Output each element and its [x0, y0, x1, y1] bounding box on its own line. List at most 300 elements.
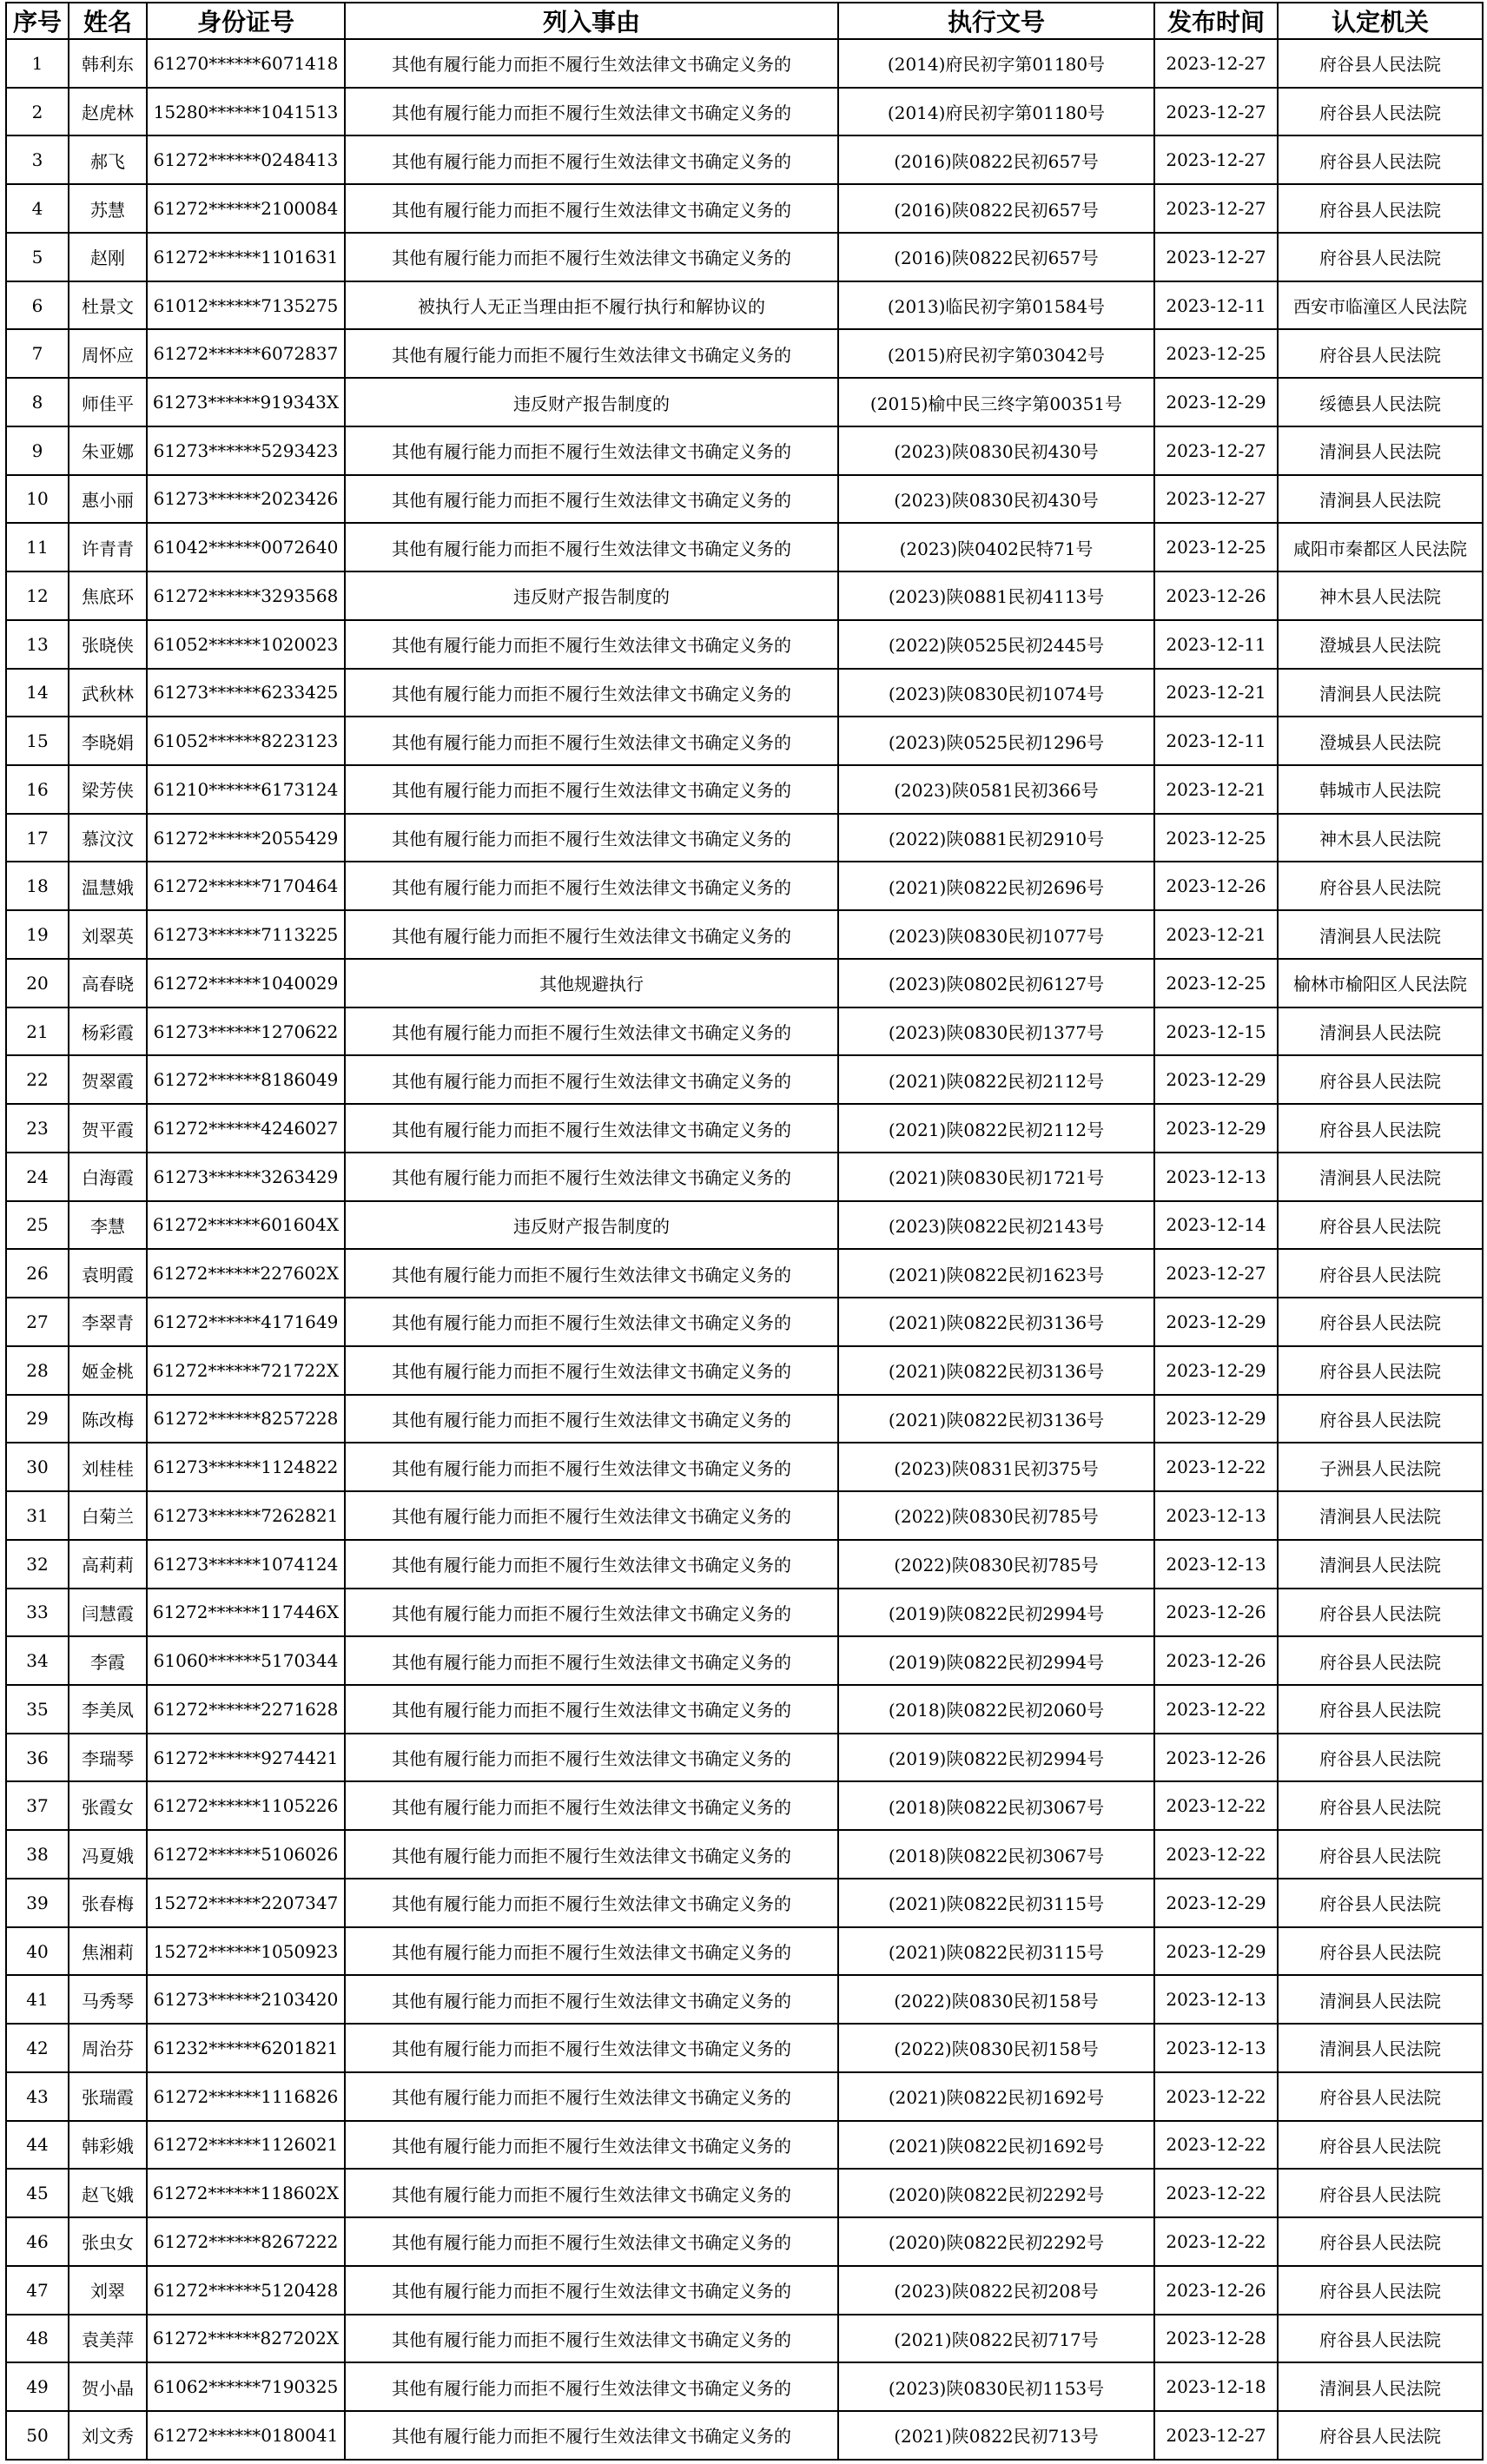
publish-date-cell: 2023-12-22: [1154, 1685, 1278, 1734]
publish-date-cell: 2023-12-26: [1154, 571, 1278, 620]
table-row: [6, 1879, 1483, 1927]
header-serial-no: 序号: [6, 3, 69, 39]
serial-no-cell: 44: [6, 2121, 69, 2170]
id-number-cell: 61232******6201821: [147, 2024, 345, 2072]
publish-date-cell: 2023-12-29: [1154, 1927, 1278, 1976]
serial-no-cell: 39: [6, 1879, 69, 1927]
table-row: [6, 1443, 1483, 1491]
case-number-cell: (2014)府民初字第01180号: [838, 88, 1154, 136]
serial-no-cell: 40: [6, 1927, 69, 1976]
id-number-cell: 61273******3263429: [147, 1153, 345, 1201]
id-number-cell: 61272******2100084: [147, 184, 345, 233]
listing-reason-cell: 其他有履行能力而拒不履行生效法律文书确定义务的: [345, 2411, 838, 2460]
publish-date-cell: 2023-12-27: [1154, 2411, 1278, 2460]
case-number-cell: (2021)陕0822民初3136号: [838, 1298, 1154, 1346]
listing-reason-cell: 其他有履行能力而拒不履行生效法律文书确定义务的: [345, 2315, 838, 2363]
name-cell: 赵刚: [69, 233, 147, 281]
name-cell: 周治芬: [69, 2024, 147, 2072]
publish-date-cell: 2023-12-22: [1154, 2217, 1278, 2266]
serial-no-cell: 22: [6, 1055, 69, 1104]
header-listing-reason: 列入事由: [345, 3, 838, 39]
court-cell: 榆林市榆阳区人民法院: [1278, 959, 1483, 1007]
listing-reason-cell: 其他有履行能力而拒不履行生效法律文书确定义务的: [345, 39, 838, 88]
table-row: [6, 88, 1483, 136]
table-row: [6, 1395, 1483, 1443]
listing-reason-cell: 其他有履行能力而拒不履行生效法律文书确定义务的: [345, 862, 838, 910]
serial-no-cell: 10: [6, 475, 69, 524]
name-cell: 高莉莉: [69, 1540, 147, 1589]
id-number-cell: 61272******7170464: [147, 862, 345, 910]
serial-no-cell: 32: [6, 1540, 69, 1589]
case-number-cell: (2016)陕0822民初657号: [838, 233, 1154, 281]
listing-reason-cell: 其他有履行能力而拒不履行生效法律文书确定义务的: [345, 1781, 838, 1830]
name-cell: 白海霞: [69, 1153, 147, 1201]
id-number-cell: 61272******5120428: [147, 2266, 345, 2315]
serial-no-cell: 20: [6, 959, 69, 1007]
header-row: [6, 3, 1483, 39]
court-cell: 清涧县人民法院: [1278, 1540, 1483, 1589]
id-number-cell: 61273******1074124: [147, 1540, 345, 1589]
serial-no-cell: 8: [6, 378, 69, 426]
dishonest-persons-table: [5, 2, 1484, 2461]
serial-no-cell: 29: [6, 1395, 69, 1443]
listing-reason-cell: 违反财产报告制度的: [345, 1201, 838, 1250]
id-number-cell: 61273******6233425: [147, 669, 345, 717]
serial-no-cell: 34: [6, 1636, 69, 1685]
table-row: [6, 2072, 1483, 2121]
listing-reason-cell: 其他有履行能力而拒不履行生效法律文书确定义务的: [345, 475, 838, 524]
serial-no-cell: 19: [6, 910, 69, 959]
table-row: [6, 814, 1483, 862]
serial-no-cell: 37: [6, 1781, 69, 1830]
court-cell: 府谷县人民法院: [1278, 1395, 1483, 1443]
publish-date-cell: 2023-12-29: [1154, 1346, 1278, 1395]
court-cell: 韩城市人民法院: [1278, 765, 1483, 814]
table-row: [6, 1975, 1483, 2024]
publish-date-cell: 2023-12-27: [1154, 233, 1278, 281]
publish-date-cell: 2023-12-13: [1154, 2024, 1278, 2072]
listing-reason-cell: 其他有履行能力而拒不履行生效法律文书确定义务的: [345, 426, 838, 475]
id-number-cell: 61273******1270622: [147, 1007, 345, 1056]
listing-reason-cell: 其他规避执行: [345, 959, 838, 1007]
listing-reason-cell: 其他有履行能力而拒不履行生效法律文书确定义务的: [345, 1734, 838, 1782]
serial-no-cell: 26: [6, 1249, 69, 1298]
listing-reason-cell: 其他有履行能力而拒不履行生效法律文书确定义务的: [345, 1685, 838, 1734]
id-number-cell: 61272******0248413: [147, 135, 345, 184]
publish-date-cell: 2023-12-22: [1154, 1443, 1278, 1491]
listing-reason-cell: 被执行人无正当理由拒不履行执行和解协议的: [345, 281, 838, 330]
court-cell: 府谷县人民法院: [1278, 1734, 1483, 1782]
name-cell: 冯夏娥: [69, 1830, 147, 1879]
case-number-cell: (2013)临民初字第01584号: [838, 281, 1154, 330]
listing-reason-cell: 其他有履行能力而拒不履行生效法律文书确定义务的: [345, 1927, 838, 1976]
case-number-cell: (2023)陕0831民初375号: [838, 1443, 1154, 1491]
name-cell: 李霞: [69, 1636, 147, 1685]
name-cell: 张春梅: [69, 1879, 147, 1927]
serial-no-cell: 18: [6, 862, 69, 910]
header-court: 认定机关: [1278, 3, 1483, 39]
serial-no-cell: 13: [6, 620, 69, 669]
id-number-cell: 61273******7113225: [147, 910, 345, 959]
table-row: [6, 765, 1483, 814]
listing-reason-cell: 其他有履行能力而拒不履行生效法律文书确定义务的: [345, 1830, 838, 1879]
listing-reason-cell: 其他有履行能力而拒不履行生效法律文书确定义务的: [345, 135, 838, 184]
name-cell: 刘文秀: [69, 2411, 147, 2460]
serial-no-cell: 33: [6, 1589, 69, 1637]
case-number-cell: (2021)陕0822民初1623号: [838, 1249, 1154, 1298]
serial-no-cell: 6: [6, 281, 69, 330]
case-number-cell: (2019)陕0822民初2994号: [838, 1636, 1154, 1685]
table-row: [6, 2315, 1483, 2363]
court-cell: 清涧县人民法院: [1278, 669, 1483, 717]
publish-date-cell: 2023-12-27: [1154, 426, 1278, 475]
name-cell: 李瑞琴: [69, 1734, 147, 1782]
table-row: [6, 2266, 1483, 2315]
name-cell: 杜景文: [69, 281, 147, 330]
court-cell: 神木县人民法院: [1278, 571, 1483, 620]
court-cell: 府谷县人民法院: [1278, 2315, 1483, 2363]
id-number-cell: 61273******7262821: [147, 1491, 345, 1540]
table-row: [6, 1249, 1483, 1298]
publish-date-cell: 2023-12-21: [1154, 765, 1278, 814]
court-cell: 清涧县人民法院: [1278, 1491, 1483, 1540]
serial-no-cell: 48: [6, 2315, 69, 2363]
id-number-cell: 61273******2103420: [147, 1975, 345, 2024]
table-row: [6, 523, 1483, 571]
listing-reason-cell: 其他有履行能力而拒不履行生效法律文书确定义务的: [345, 2024, 838, 2072]
name-cell: 惠小丽: [69, 475, 147, 524]
id-number-cell: 15272******2207347: [147, 1879, 345, 1927]
name-cell: 温慧娥: [69, 862, 147, 910]
listing-reason-cell: 其他有履行能力而拒不履行生效法律文书确定义务的: [345, 1975, 838, 2024]
case-number-cell: (2023)陕0822民初208号: [838, 2266, 1154, 2315]
serial-no-cell: 31: [6, 1491, 69, 1540]
court-cell: 府谷县人民法院: [1278, 329, 1483, 378]
case-number-cell: (2021)陕0822民初3115号: [838, 1927, 1154, 1976]
listing-reason-cell: 其他有履行能力而拒不履行生效法律文书确定义务的: [345, 814, 838, 862]
name-cell: 陈改梅: [69, 1395, 147, 1443]
id-number-cell: 61272******9274421: [147, 1734, 345, 1782]
case-number-cell: (2021)陕0822民初3136号: [838, 1346, 1154, 1395]
publish-date-cell: 2023-12-29: [1154, 1055, 1278, 1104]
court-cell: 府谷县人民法院: [1278, 2072, 1483, 2121]
serial-no-cell: 4: [6, 184, 69, 233]
court-cell: 府谷县人民法院: [1278, 184, 1483, 233]
court-cell: 府谷县人民法院: [1278, 88, 1483, 136]
table-row: [6, 39, 1483, 88]
court-cell: 府谷县人民法院: [1278, 233, 1483, 281]
publish-date-cell: 2023-12-13: [1154, 1491, 1278, 1540]
id-number-cell: 61272******8186049: [147, 1055, 345, 1104]
serial-no-cell: 9: [6, 426, 69, 475]
listing-reason-cell: 其他有履行能力而拒不履行生效法律文书确定义务的: [345, 2169, 838, 2217]
header-publish-date: 发布时间: [1154, 3, 1278, 39]
table-row: [6, 1589, 1483, 1637]
id-number-cell: 61270******6071418: [147, 39, 345, 88]
id-number-cell: 61052******1020023: [147, 620, 345, 669]
name-cell: 张晓侠: [69, 620, 147, 669]
name-cell: 朱亚娜: [69, 426, 147, 475]
case-number-cell: (2015)府民初字第03042号: [838, 329, 1154, 378]
case-number-cell: (2020)陕0822民初2292号: [838, 2169, 1154, 2217]
name-cell: 贺小晶: [69, 2362, 147, 2411]
publish-date-cell: 2023-12-29: [1154, 1395, 1278, 1443]
serial-no-cell: 41: [6, 1975, 69, 2024]
id-number-cell: 61210******6173124: [147, 765, 345, 814]
court-cell: 府谷县人民法院: [1278, 1201, 1483, 1250]
serial-no-cell: 11: [6, 523, 69, 571]
id-number-cell: 61272******6072837: [147, 329, 345, 378]
court-cell: 绥德县人民法院: [1278, 378, 1483, 426]
serial-no-cell: 27: [6, 1298, 69, 1346]
listing-reason-cell: 其他有履行能力而拒不履行生效法律文书确定义务的: [345, 1636, 838, 1685]
case-number-cell: (2023)陕0830民初1377号: [838, 1007, 1154, 1056]
id-number-cell: 61272******5106026: [147, 1830, 345, 1879]
listing-reason-cell: 其他有履行能力而拒不履行生效法律文书确定义务的: [345, 1540, 838, 1589]
table-row: [6, 233, 1483, 281]
table-row: [6, 1055, 1483, 1104]
publish-date-cell: 2023-12-26: [1154, 1734, 1278, 1782]
table-row: [6, 2121, 1483, 2170]
publish-date-cell: 2023-12-21: [1154, 910, 1278, 959]
publish-date-cell: 2023-12-11: [1154, 620, 1278, 669]
serial-no-cell: 46: [6, 2217, 69, 2266]
name-cell: 刘翠英: [69, 910, 147, 959]
id-number-cell: 61272******8267222: [147, 2217, 345, 2266]
listing-reason-cell: 其他有履行能力而拒不履行生效法律文书确定义务的: [345, 1249, 838, 1298]
case-number-cell: (2019)陕0822民初2994号: [838, 1734, 1154, 1782]
table-row: [6, 1298, 1483, 1346]
id-number-cell: 61272******118602X: [147, 2169, 345, 2217]
court-cell: 子洲县人民法院: [1278, 1443, 1483, 1491]
name-cell: 袁明霞: [69, 1249, 147, 1298]
listing-reason-cell: 其他有履行能力而拒不履行生效法律文书确定义务的: [345, 1298, 838, 1346]
case-number-cell: (2021)陕0822民初713号: [838, 2411, 1154, 2460]
court-cell: 清涧县人民法院: [1278, 1153, 1483, 1201]
name-cell: 李翠青: [69, 1298, 147, 1346]
court-cell: 清涧县人民法院: [1278, 1007, 1483, 1056]
case-number-cell: (2021)陕0822民初2112号: [838, 1055, 1154, 1104]
header-name: 姓名: [69, 3, 147, 39]
publish-date-cell: 2023-12-27: [1154, 475, 1278, 524]
table-row: [6, 1201, 1483, 1250]
publish-date-cell: 2023-12-18: [1154, 2362, 1278, 2411]
table-row: [6, 2024, 1483, 2072]
id-number-cell: 15280******1041513: [147, 88, 345, 136]
serial-no-cell: 12: [6, 571, 69, 620]
publish-date-cell: 2023-12-29: [1154, 1879, 1278, 1927]
listing-reason-cell: 其他有履行能力而拒不履行生效法律文书确定义务的: [345, 910, 838, 959]
court-cell: 府谷县人民法院: [1278, 135, 1483, 184]
case-number-cell: (2018)陕0822民初3067号: [838, 1781, 1154, 1830]
serial-no-cell: 28: [6, 1346, 69, 1395]
id-number-cell: 61272******601604X: [147, 1201, 345, 1250]
id-number-cell: 61272******4246027: [147, 1104, 345, 1153]
case-number-cell: (2023)陕0830民初430号: [838, 426, 1154, 475]
case-number-cell: (2022)陕0881民初2910号: [838, 814, 1154, 862]
table-row: [6, 1346, 1483, 1395]
case-number-cell: (2021)陕0822民初3115号: [838, 1879, 1154, 1927]
id-number-cell: 61060******5170344: [147, 1636, 345, 1685]
listing-reason-cell: 其他有履行能力而拒不履行生效法律文书确定义务的: [345, 1007, 838, 1056]
case-number-cell: (2022)陕0830民初785号: [838, 1540, 1154, 1589]
publish-date-cell: 2023-12-27: [1154, 1249, 1278, 1298]
publish-date-cell: 2023-12-26: [1154, 2266, 1278, 2315]
table-row: [6, 475, 1483, 524]
court-cell: 神木县人民法院: [1278, 814, 1483, 862]
table-row: [6, 669, 1483, 717]
serial-no-cell: 16: [6, 765, 69, 814]
listing-reason-cell: 其他有履行能力而拒不履行生效法律文书确定义务的: [345, 2362, 838, 2411]
table-row: [6, 1636, 1483, 1685]
table-row: [6, 378, 1483, 426]
table-row: [6, 1104, 1483, 1153]
serial-no-cell: 42: [6, 2024, 69, 2072]
name-cell: 周怀应: [69, 329, 147, 378]
id-number-cell: 61272******3293568: [147, 571, 345, 620]
publish-date-cell: 2023-12-29: [1154, 1104, 1278, 1153]
name-cell: 杨彩霞: [69, 1007, 147, 1056]
publish-date-cell: 2023-12-26: [1154, 862, 1278, 910]
publish-date-cell: 2023-12-28: [1154, 2315, 1278, 2363]
publish-date-cell: 2023-12-27: [1154, 88, 1278, 136]
listing-reason-cell: 其他有履行能力而拒不履行生效法律文书确定义务的: [345, 1491, 838, 1540]
header-id-number: 身份证号: [147, 3, 345, 39]
table-row: [6, 329, 1483, 378]
id-number-cell: 61272******0180041: [147, 2411, 345, 2460]
publish-date-cell: 2023-12-27: [1154, 135, 1278, 184]
case-number-cell: (2023)陕0822民初2143号: [838, 1201, 1154, 1250]
court-cell: 府谷县人民法院: [1278, 1685, 1483, 1734]
serial-no-cell: 50: [6, 2411, 69, 2460]
id-number-cell: 15272******1050923: [147, 1927, 345, 1976]
serial-no-cell: 17: [6, 814, 69, 862]
court-cell: 府谷县人民法院: [1278, 1781, 1483, 1830]
name-cell: 张霞女: [69, 1781, 147, 1830]
name-cell: 李慧: [69, 1201, 147, 1250]
table-row: [6, 1153, 1483, 1201]
court-cell: 府谷县人民法院: [1278, 1298, 1483, 1346]
case-number-cell: (2021)陕0822民初2696号: [838, 862, 1154, 910]
publish-date-cell: 2023-12-22: [1154, 2121, 1278, 2170]
listing-reason-cell: 其他有履行能力而拒不履行生效法律文书确定义务的: [345, 233, 838, 281]
case-number-cell: (2020)陕0822民初2292号: [838, 2217, 1154, 2266]
id-number-cell: 61272******2271628: [147, 1685, 345, 1734]
case-number-cell: (2021)陕0822民初3136号: [838, 1395, 1154, 1443]
publish-date-cell: 2023-12-15: [1154, 1007, 1278, 1056]
court-cell: 府谷县人民法院: [1278, 1055, 1483, 1104]
court-cell: 西安市临潼区人民法院: [1278, 281, 1483, 330]
name-cell: 焦湘莉: [69, 1927, 147, 1976]
name-cell: 焦底环: [69, 571, 147, 620]
table-row: [6, 1734, 1483, 1782]
court-cell: 清涧县人民法院: [1278, 910, 1483, 959]
table-row: [6, 910, 1483, 959]
name-cell: 赵飞娥: [69, 2169, 147, 2217]
id-number-cell: 61273******919343X: [147, 378, 345, 426]
case-number-cell: (2023)陕0402民特71号: [838, 523, 1154, 571]
listing-reason-cell: 违反财产报告制度的: [345, 378, 838, 426]
case-number-cell: (2018)陕0822民初3067号: [838, 1830, 1154, 1879]
table-row: [6, 862, 1483, 910]
name-cell: 郝飞: [69, 135, 147, 184]
publish-date-cell: 2023-12-27: [1154, 184, 1278, 233]
serial-no-cell: 5: [6, 233, 69, 281]
case-number-cell: (2018)陕0822民初2060号: [838, 1685, 1154, 1734]
table-row: [6, 135, 1483, 184]
court-cell: 清涧县人民法院: [1278, 475, 1483, 524]
id-number-cell: 61042******0072640: [147, 523, 345, 571]
name-cell: 张瑞霞: [69, 2072, 147, 2121]
listing-reason-cell: 其他有履行能力而拒不履行生效法律文书确定义务的: [345, 2072, 838, 2121]
table-row: [6, 281, 1483, 330]
serial-no-cell: 38: [6, 1830, 69, 1879]
serial-no-cell: 35: [6, 1685, 69, 1734]
case-number-cell: (2016)陕0822民初657号: [838, 135, 1154, 184]
serial-no-cell: 7: [6, 329, 69, 378]
id-number-cell: 61272******721722X: [147, 1346, 345, 1395]
serial-no-cell: 14: [6, 669, 69, 717]
id-number-cell: 61052******8223123: [147, 717, 345, 765]
name-cell: 武秋林: [69, 669, 147, 717]
listing-reason-cell: 其他有履行能力而拒不履行生效法律文书确定义务的: [345, 765, 838, 814]
listing-reason-cell: 其他有履行能力而拒不履行生效法律文书确定义务的: [345, 88, 838, 136]
listing-reason-cell: 其他有履行能力而拒不履行生效法律文书确定义务的: [345, 1055, 838, 1104]
name-cell: 李晓娟: [69, 717, 147, 765]
serial-no-cell: 23: [6, 1104, 69, 1153]
serial-no-cell: 21: [6, 1007, 69, 1056]
publish-date-cell: 2023-12-26: [1154, 1636, 1278, 1685]
publish-date-cell: 2023-12-26: [1154, 1589, 1278, 1637]
table-row: [6, 1491, 1483, 1540]
name-cell: 慕汶汶: [69, 814, 147, 862]
name-cell: 梁芳侠: [69, 765, 147, 814]
id-number-cell: 61272******227602X: [147, 1249, 345, 1298]
serial-no-cell: 47: [6, 2266, 69, 2315]
case-number-cell: (2019)陕0822民初2994号: [838, 1589, 1154, 1637]
listing-reason-cell: 其他有履行能力而拒不履行生效法律文书确定义务的: [345, 717, 838, 765]
id-number-cell: 61272******1040029: [147, 959, 345, 1007]
publish-date-cell: 2023-12-14: [1154, 1201, 1278, 1250]
listing-reason-cell: 其他有履行能力而拒不履行生效法律文书确定义务的: [345, 1443, 838, 1491]
table-row: [6, 1007, 1483, 1056]
name-cell: 高春晓: [69, 959, 147, 1007]
id-number-cell: 61272******1126021: [147, 2121, 345, 2170]
publish-date-cell: 2023-12-29: [1154, 378, 1278, 426]
case-number-cell: (2021)陕0830民初1721号: [838, 1153, 1154, 1201]
serial-no-cell: 3: [6, 135, 69, 184]
publish-date-cell: 2023-12-22: [1154, 2169, 1278, 2217]
court-cell: 清涧县人民法院: [1278, 2024, 1483, 2072]
listing-reason-cell: 其他有履行能力而拒不履行生效法律文书确定义务的: [345, 1879, 838, 1927]
name-cell: 贺翠霞: [69, 1055, 147, 1104]
listing-reason-cell: 其他有履行能力而拒不履行生效法律文书确定义务的: [345, 1589, 838, 1637]
serial-no-cell: 45: [6, 2169, 69, 2217]
serial-no-cell: 43: [6, 2072, 69, 2121]
name-cell: 马秀琴: [69, 1975, 147, 2024]
id-number-cell: 61272******4171649: [147, 1298, 345, 1346]
listing-reason-cell: 其他有履行能力而拒不履行生效法律文书确定义务的: [345, 1395, 838, 1443]
name-cell: 白菊兰: [69, 1491, 147, 1540]
publish-date-cell: 2023-12-22: [1154, 1781, 1278, 1830]
publish-date-cell: 2023-12-29: [1154, 1298, 1278, 1346]
publish-date-cell: 2023-12-13: [1154, 1153, 1278, 1201]
court-cell: 府谷县人民法院: [1278, 2121, 1483, 2170]
case-number-cell: (2021)陕0822民初2112号: [838, 1104, 1154, 1153]
court-cell: 清涧县人民法院: [1278, 426, 1483, 475]
case-number-cell: (2023)陕0830民初1074号: [838, 669, 1154, 717]
listing-reason-cell: 违反财产报告制度的: [345, 571, 838, 620]
